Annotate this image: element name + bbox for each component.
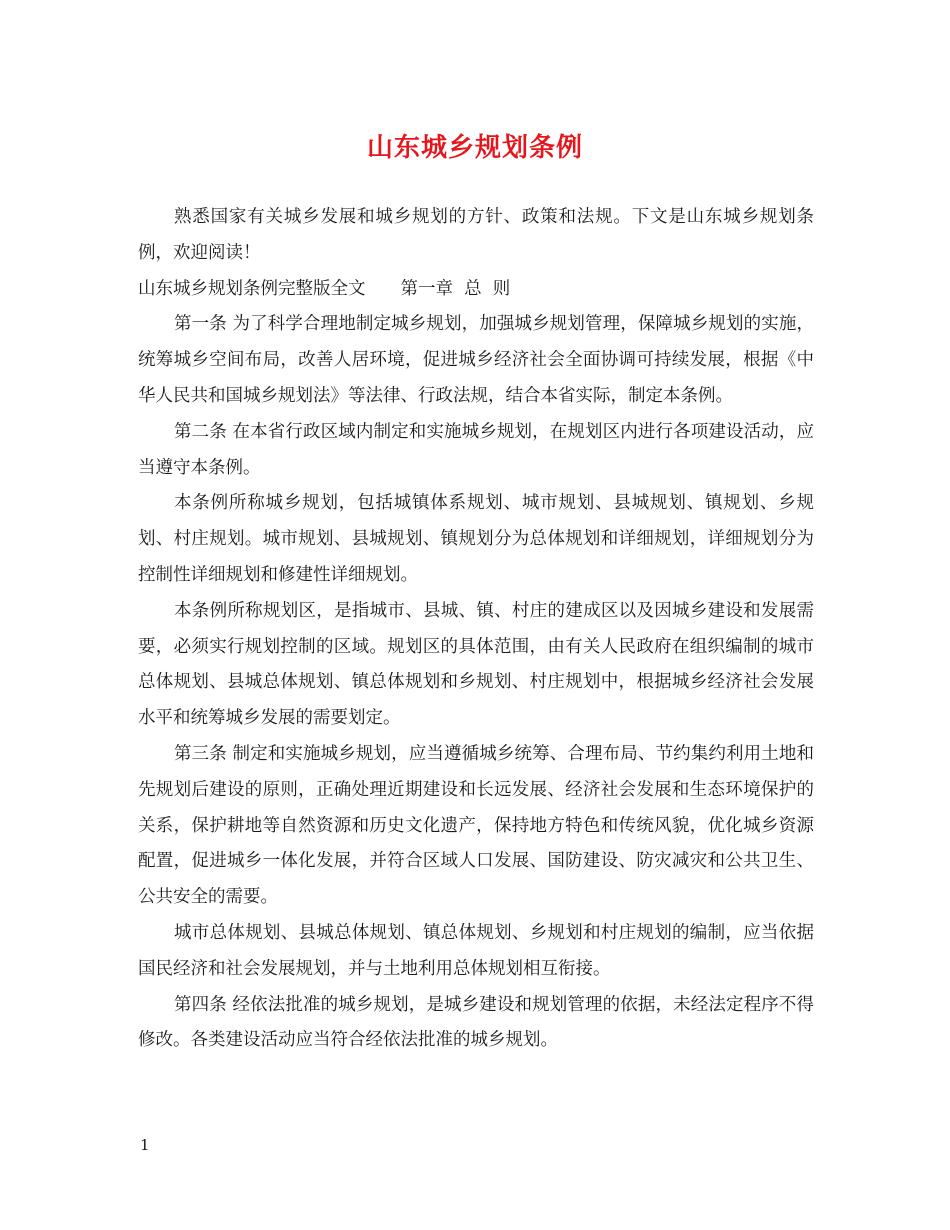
- article-2-paragraph: 第二条 在本省行政区域内制定和实施城乡规划，在规划区内进行各项建设活动，应当遵守本条例。: [138, 421, 814, 478]
- article-4-paragraph: 第四条 经依法批准的城乡规划，是城乡建设和规划管理的依据，未经法定程序不得修改。各类建设活动应当符合经依法批准的城乡规划。: [138, 994, 814, 1051]
- article-2-scope-paragraph: 本条例所称城乡规划，包括城镇体系规划、城市规划、县城规划、镇规划、乡规划、村庄规划。城市规划、县城规划、镇规划分为总体规划和详细规划，详细规划分为控制性详细规划和修建性详细规划。: [138, 493, 814, 585]
- document-title: 山东城乡规划条例: [366, 133, 583, 163]
- document-body: [138, 200, 814, 1059]
- intro-paragraph: 熟悉国家有关城乡发展和城乡规划的方针、政策和法规。下文是山东城乡规划条例，欢迎阅读！: [138, 207, 814, 263]
- article-1-paragraph: 第一条 为了科学合理地制定城乡规划，加强城乡规划管理，保障城乡规划的实施，统筹城乡空间布局，改善人居环境，促进城乡经济社会全面协调可持续发展，根据《中华人民共和国城乡规划法》等法律、行政法规，结合本省实际，制定本条例。: [138, 314, 814, 406]
- page-number: 1: [140, 1136, 150, 1154]
- article-3-paragraph: 第三条 制定和实施城乡规划，应当遵循城乡统筹、合理布局、节约集约利用土地和先规划后建设的原则，正确处理近期建设和长远发展、经济社会发展和生态环境保护的关系，保护耕地等自然资源和历史文化遗产，保持地方特色和传统风貌，优化城乡资源配置，促进城乡一体化发展，并符合区域人口发展、国防建设、防灾减灾和公共卫生、公共安全的需要。: [138, 743, 814, 908]
- article-3-planning-paragraph: 城市总体规划、县城总体规划、镇总体规划、乡规划和村庄规划的编制，应当依据国民经济和社会发展规划，并与土地利用总体规划相互衔接。: [138, 922, 814, 979]
- chapter-heading: 山东城乡规划条例完整版全文 第一章 总 则: [138, 278, 511, 299]
- article-2-area-paragraph: 本条例所称规划区，是指城市、县城、镇、村庄的建成区以及因城乡建设和发展需要，必须实行规划控制的区域。规划区的具体范围，由有关人民政府在组织编制的城市总体规划、县城总体规划、镇总体规划和乡规划、村庄规划中，根据城乡经济社会发展水平和统筹城乡发展的需要划定。: [138, 600, 814, 729]
